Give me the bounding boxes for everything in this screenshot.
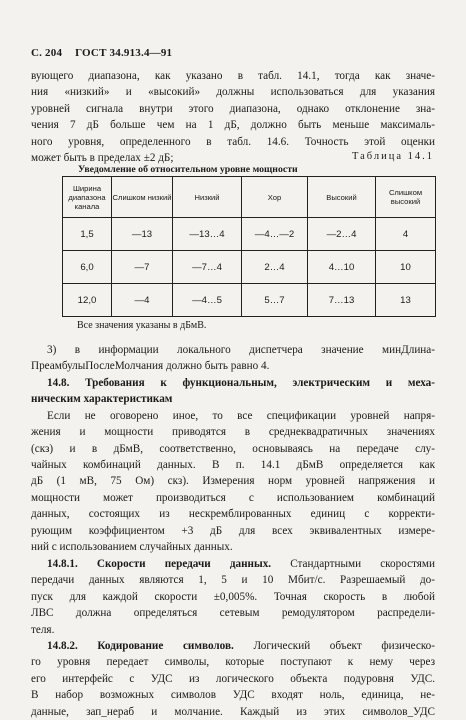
text-line bbox=[31, 638, 435, 654]
text-line: 3) в информации локального диспетчера значение минДлина- bbox=[47, 344, 435, 356]
text-line: чения 7 дБ больше чем на 1 дБ, должно быть меньше максималь- bbox=[31, 119, 435, 132]
table-header-row bbox=[63, 177, 436, 218]
table-cell: 5…7 bbox=[242, 284, 308, 317]
column-header: Хор bbox=[242, 177, 308, 218]
table-row bbox=[63, 218, 436, 251]
text-line: ного уровня, определенного в табл. 14.6. Точность этой оценки bbox=[31, 135, 435, 148]
text-line: чайных комбинаций данных. В п. 14.1 дБмВ определяется как bbox=[31, 458, 435, 471]
text-line: ний с использованием случайных данных. bbox=[31, 540, 233, 553]
text-line: мощности может производиться с использованием комбинаций bbox=[31, 491, 435, 504]
text-line: (скз) и в дБмВ, соответственно, основываясь на передаче слу- bbox=[31, 442, 435, 455]
table-row bbox=[63, 251, 436, 284]
table-cell: 10 bbox=[376, 251, 436, 284]
page-header bbox=[31, 47, 172, 59]
table-cell: —7 bbox=[112, 251, 173, 284]
power-level-table bbox=[62, 176, 436, 317]
text-line: ЛВС должна определяться сетевым ремодулятором распредели- bbox=[31, 607, 435, 620]
section-14-8 bbox=[31, 375, 435, 555]
text-line: передачи данных являются 1, 5 и 10 Мбит/с. Разрешаемый до- bbox=[31, 574, 435, 587]
text-line: пуск для каждой скорости ±0,005%. Точная скорость в любой bbox=[31, 590, 435, 603]
text-line: ПреамбулыПослеМолчания должно быть равно 4. bbox=[31, 360, 270, 373]
text-line: ния «низкий» и «высокий» должны использоваться для указания bbox=[31, 86, 435, 99]
text-line: теля. bbox=[31, 623, 55, 636]
table-cell: —13 bbox=[112, 218, 173, 251]
table-cell: 4 bbox=[376, 218, 436, 251]
standard-code: ГОСТ 34.913.4—91 bbox=[75, 47, 173, 59]
text-line: Если не оговорено иное, то все спецификации уровней напря- bbox=[47, 409, 435, 422]
table-caption: Таблица 14.1 bbox=[351, 151, 434, 162]
text-line: его интерфейс с УДС из логического объекта подуровня УДС. bbox=[31, 672, 435, 685]
text-line: может быть в пределах ±2 дБ; bbox=[31, 151, 174, 164]
table-row bbox=[63, 284, 436, 317]
section-heading: 14.8. Требования к функциональным, электрическим и меха- bbox=[47, 377, 435, 389]
table-cell: —2…4 bbox=[308, 218, 376, 251]
table-cell: 1,5 bbox=[63, 218, 112, 251]
column-header: Низкий bbox=[173, 177, 242, 218]
text-line: В набор возможных символов УДС входят ноль, единица, не- bbox=[31, 689, 435, 702]
column-header: Слишком высокий bbox=[376, 177, 436, 218]
text-line: вующего диапазона, как указано в табл. 14.1, тогда как значе- bbox=[31, 70, 435, 82]
table-note: Все значения указаны в дБмВ. bbox=[77, 320, 207, 331]
table-cell: —4 bbox=[112, 284, 173, 317]
text-line: рующим коэффициентом +3 дБ для всех эквивалентных измере- bbox=[31, 524, 435, 537]
page-number: С. 204 bbox=[31, 47, 63, 59]
section-heading: ническим характеристикам bbox=[31, 393, 173, 406]
table-cell: 7…13 bbox=[308, 284, 376, 317]
text-line: данных, состоящих из нескремблированных единиц с корректи- bbox=[31, 508, 435, 521]
column-header: Высокий bbox=[308, 177, 376, 218]
text-fragment: Стандартными скоростями bbox=[290, 558, 435, 570]
table-cell: 12,0 bbox=[63, 284, 112, 317]
table-cell: —4…5 bbox=[173, 284, 242, 317]
table-cell: —7…4 bbox=[173, 251, 242, 284]
table-cell: 2…4 bbox=[242, 251, 308, 284]
subsection-heading: 14.8.2. Кодирование символов. bbox=[47, 640, 234, 652]
column-header: Слишком низкий bbox=[112, 177, 173, 218]
table-cell: 4…10 bbox=[308, 251, 376, 284]
table-cell: 13 bbox=[376, 284, 436, 317]
text-line bbox=[31, 556, 435, 572]
table-cell: 6,0 bbox=[63, 251, 112, 284]
table-cell: —13…4 bbox=[173, 218, 242, 251]
subsection-heading: 14.8.1. Скорости передачи данных. bbox=[47, 558, 272, 570]
section-14-8-2 bbox=[31, 638, 435, 720]
text-line: уровней сигнала внутри этого диапазона, однако отклонение зна- bbox=[31, 102, 435, 115]
column-header: Ширина диапазона канала bbox=[63, 177, 112, 218]
section-14-8-1 bbox=[31, 556, 435, 638]
text-line: жения и мощности приводятся в среднеквадратичных значениях bbox=[31, 426, 435, 439]
text-line: го уровня передает символы, которые поступают к нему через bbox=[31, 656, 435, 669]
paragraph-item-3 bbox=[31, 342, 435, 375]
text-line: дБ (1 мВ, 75 Ом) скз). Измерения норм уровней напряжения и bbox=[31, 475, 435, 488]
table-title: Уведомление об относительном уровне мощности bbox=[78, 164, 298, 175]
text-line: данные, зап_нераб и молчание. Каждый из этих символов_УДС bbox=[31, 705, 435, 718]
text-fragment: Логический объект физическо- bbox=[253, 640, 435, 652]
table-cell: —4…—2 bbox=[242, 218, 308, 251]
